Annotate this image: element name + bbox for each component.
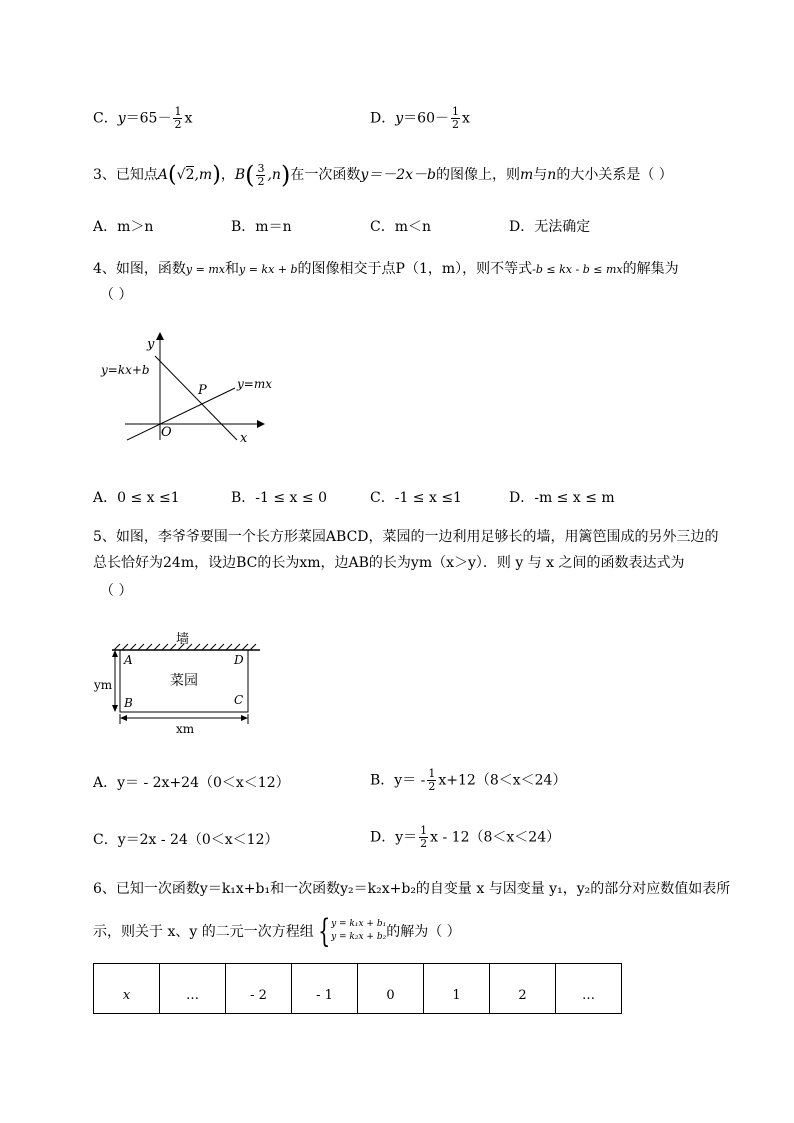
q4-text2: 的图像相交于点 — [297, 261, 396, 277]
option-eq: ＝60－ — [403, 110, 449, 127]
q4-option-a[interactable]: A．0 ≤ x ≤1 — [93, 490, 180, 506]
q5-option-d[interactable] — [370, 825, 560, 850]
q5-line2: 总长恰好为24m，设边BC的长为xm，边AB的长为ym（x＞y）．则 y 与 x 之间的函数表达式为 — [93, 555, 685, 571]
table-cell: … — [556, 964, 622, 1014]
b-tail: ,n — [267, 167, 281, 183]
frac-num: 1 — [174, 105, 182, 118]
q3-rest: 的图像上，则 — [436, 167, 521, 183]
side-y-label: ym — [94, 678, 113, 692]
y-dim-arrow-top — [112, 650, 118, 657]
table-cell: 0 — [358, 964, 424, 1014]
q6-value-table — [93, 963, 622, 1014]
line-kx-b-label: y=kx+b — [101, 363, 150, 377]
frac-num: 3 — [257, 161, 265, 175]
q5-option-b[interactable] — [370, 768, 566, 793]
vertex-d: D — [234, 653, 244, 667]
line-mx-label: y=mx — [237, 377, 272, 391]
sqrt-arg: 2 — [185, 167, 195, 183]
q3-and: 与 — [533, 167, 548, 183]
q3-stem: 3、已知点A(√2,m)，B( $\frac{3}{2}$ ,n)在一次函数y＝－2x－b的图像上，则m与n的大小关系是（ ） — [93, 161, 673, 189]
option-eq: ＝65－ — [125, 110, 172, 127]
x-dim-arrow-right — [241, 715, 248, 721]
q6-line2-post: 的解为（ ） — [386, 924, 461, 940]
y-dim-arrow-bottom — [112, 705, 118, 712]
table-cell: … — [160, 964, 226, 1014]
frac-num: 1 — [420, 824, 428, 837]
option-tail: x — [184, 110, 193, 127]
option-post: x+12（8＜x＜24） — [438, 772, 567, 789]
frac-den: 2 — [420, 837, 428, 850]
q3-option-a[interactable]: A．m＞n — [93, 219, 154, 235]
q4-paren: （ ） — [100, 287, 133, 303]
q4-text1: 4、如图，函数 — [93, 261, 186, 277]
option-label: C． — [93, 110, 118, 127]
fraction — [451, 106, 460, 131]
q6-line2 — [93, 912, 461, 950]
fraction — [427, 768, 436, 793]
q4-point: P（1，m） — [395, 261, 463, 277]
table-row — [94, 964, 622, 1014]
q4-and: 和 — [224, 261, 239, 277]
option-tail: x — [461, 110, 470, 127]
q3-func: y＝－2x－b — [360, 167, 437, 183]
equation-2: y = k₂x + b₂ — [331, 932, 387, 942]
frac-num: 1 — [451, 105, 459, 118]
option-label: D． — [370, 110, 396, 127]
q6-line2-pre: 示，则关于 x、y 的二元一次方程组 — [93, 924, 314, 940]
vertex-c: C — [234, 693, 244, 707]
equation-system — [331, 918, 386, 944]
q4-ineq: -b ≤ kx - b ≤ mx — [532, 263, 623, 276]
table-cell: 1 — [424, 964, 490, 1014]
option-pre: D．y＝ — [370, 829, 418, 846]
q4-option-b[interactable]: B．-1 ≤ x ≤ 0 — [231, 490, 327, 506]
q5-figure — [90, 628, 270, 743]
var-n: n — [547, 167, 557, 183]
frac-den: 2 — [428, 780, 436, 793]
a-tail: ,m — [194, 167, 213, 183]
x-dim-arrow-left — [120, 715, 127, 721]
q5-option-c[interactable]: C．y＝2x - 24（0＜x＜12） — [93, 832, 279, 848]
frac-den: 2 — [451, 118, 459, 131]
table-cell: 2 — [490, 964, 556, 1014]
wall-label: 墙 — [176, 632, 190, 647]
option-var: y — [395, 110, 404, 127]
q5-paren: （ ） — [100, 583, 133, 599]
table-cell: - 2 — [226, 964, 292, 1014]
q4-option-c[interactable]: C．-1 ≤ x ≤1 — [370, 490, 462, 506]
vertex-a: A — [124, 653, 133, 667]
vertex-b: B — [124, 696, 133, 710]
frac-den: 2 — [174, 118, 182, 131]
point-a: A — [157, 167, 169, 183]
option-post: x - 12（8＜x＜24） — [430, 829, 561, 846]
side-x-label: xm — [176, 722, 195, 736]
x-axis-arrow — [257, 420, 265, 428]
q4-f1: y = mx — [185, 263, 225, 276]
garden-label: 菜园 — [170, 673, 198, 689]
q3-option-b[interactable]: B．m＝n — [231, 219, 292, 235]
point-p-label: P — [198, 383, 207, 398]
system-brace: { — [317, 912, 331, 950]
point-b: B — [234, 167, 246, 183]
q5-line1: 5、如图，李爷爷要围一个长方形菜园ABCD，菜园的一边利用足够长的墙，用篱笆围成的另外三边的 — [93, 529, 719, 545]
fraction — [256, 163, 265, 188]
equation-1: y = k₁x + b₁ — [331, 919, 387, 929]
option-pre: B．y＝ - — [370, 772, 426, 789]
y-axis-label: y — [147, 337, 155, 352]
sep: ， — [220, 167, 235, 183]
q3-option-c[interactable]: C．m＜n — [370, 219, 432, 235]
q6-line1: 6、已知一次函数y＝k₁x+b₁和一次函数y₂＝k₂x+b₂的自变量 x 与因变量 y₁，y₂的部分对应数值如表所 — [93, 881, 731, 897]
option-var: y — [117, 110, 126, 127]
table-cell: - 1 — [292, 964, 358, 1014]
q3-prefix: 3、已知点 — [93, 167, 158, 183]
q4-stem — [93, 258, 679, 278]
fraction — [173, 106, 182, 131]
origin-label: O — [161, 425, 172, 440]
q3-end: 的大小关系是（ ） — [556, 167, 673, 183]
q4-graph — [95, 328, 285, 453]
q2-option-c[interactable] — [93, 106, 192, 131]
q4-f2: y = kx + b — [238, 263, 298, 276]
q2-option-d[interactable] — [370, 106, 470, 131]
q5-option-a[interactable]: A．y＝ - 2x+24（0＜x＜12） — [93, 775, 290, 791]
line-mx — [127, 388, 235, 440]
q3-mid: 在一次函数 — [290, 167, 361, 183]
fraction — [419, 825, 428, 850]
table-cell: x — [94, 964, 160, 1014]
var-m: m — [520, 167, 534, 183]
frac-num: 1 — [428, 767, 436, 780]
x-axis-label: x — [240, 431, 248, 446]
q4-text4: 的解集为 — [622, 261, 679, 277]
q4-option-d[interactable]: D．-m ≤ x ≤ m — [509, 490, 615, 506]
frac-den: 2 — [257, 174, 265, 188]
q3-option-d[interactable]: D．无法确定 — [509, 219, 591, 235]
q4-text3: ，则不等式 — [462, 261, 533, 277]
y-axis-arrow — [156, 332, 164, 340]
